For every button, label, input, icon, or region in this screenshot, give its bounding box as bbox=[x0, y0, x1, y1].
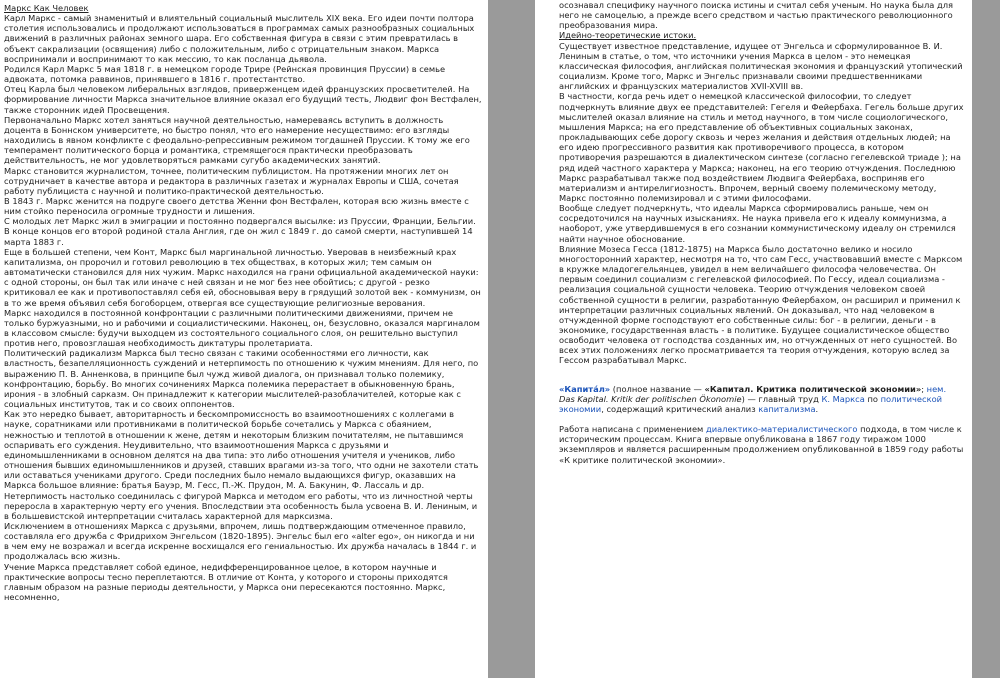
paragraph: Первоначально Маркс хотел заняться научной деятельностью, намереваясь вступить в должность доцента в Боннском университете, но быстро понял, что его намерение несуществимо: его взгляды находились в явном конфликте с феодально-репрессивным режимом тогдашней Пруссии. К тому же его темперамент политического борца и романтика, стремящегося практически преобразовать действительность, не мог удовлетворяться рамками сугубо академических занятий. bbox=[4, 114, 470, 166]
paragraph: Политический радикализм Маркса был тесно связан с такими особенностями его личности, как властность, безапелляционность суждений и нетерпимость по отношению к чужим мнениям. Для него, по выражению П. В. Анненкова, в принципе был чужд живой диалога, он признавал только полемику, конфронтацию, борьбу. Во многих сочинениях Маркса полемика перерастает в обыкновенную брань, ирония - в злобный сарказм. Он принадлежит к категории мыслителей-разоблачителей, которые как с социальных институтов, так и со своих оппонентов. bbox=[4, 348, 479, 410]
paragraph: Учение Маркса представляет собой единое, недифференцированное целое, в котором научные и практические вопросы тесно переплетаются. В отличие от Конта, у которого и стороны приходятся главным образом на разные периоды деятельности, у Маркса они пересекаются постоянно. Маркс, несомненно, bbox=[4, 561, 448, 603]
left-body bbox=[4, 13, 482, 602]
text-run: по bbox=[864, 393, 881, 404]
text-run: (полное название — bbox=[610, 383, 705, 394]
paragraph: Карл Маркс - самый знаменитый и влиятельный социальный мыслитель XIX века. Его идеи почти полтора столетия использовались и продолжают использоваться в программах самых разнообразных социальных движений в различных районах земного шара. Его собственная фигура в связи с этим превратилась в объект сакрализации (освящения) либо с положительным, либо с отрицательным знаком. Маркса воспринимали и воспринимают то как мессию, то как посланца дьявола. bbox=[4, 13, 475, 64]
marx-link[interactable]: К. Маркса bbox=[821, 393, 865, 404]
paragraph: Маркс становится журналистом, точнее, политическим публицистом. На протяжении многих лет он сотрудничает в качестве автора и редактора в различных газетах и журналах Европы и США, сочетая работу публициста с научной и политико-практической деятельностью. bbox=[4, 165, 459, 196]
paragraph: осознавал специфику научного поиска истины и считал себя ученым. Но наука была для него не самоцелью, а прежде всего средством и частью практического революционного преобразования мира. bbox=[559, 0, 954, 31]
paragraph: Влияние Мозеса Гесса (1812-1875) на Маркса было достаточно велико и носило многосторонний характер, несмотря на то, что сам Гесс, участвовавший вместе с Марксом в кружке младогегельянцев, увидел в нем величайшего философа человечества. Он первым соединил социализм с гегелевской философией. По Гессу, идеал социализма - реализация социальной сущности человека. Теорию отчуждения человеком своей собственной сущности в религии, разработанную Фейербахом, он расширил и применил к интерпретации различных социальных явлений. Он доказывал, что над человеком в отчужденной форме господствуют его собственные силы: бог - в религии, деньги - в экономике, государственная власть - в политике. Будущее социалистическое общество освободит человека от господства созданных им, но отчужденных от него сущностей. Во всех этих положениях легко просматривается та теория отчуждения, которую вслед за Гессом разрабатывал Маркс. bbox=[559, 243, 963, 366]
document-page-left[interactable] bbox=[0, 0, 488, 678]
text-run: Работа написана с применением bbox=[559, 424, 706, 435]
spacer bbox=[559, 414, 964, 424]
kapital-definition bbox=[559, 384, 964, 414]
german-title: Das Kapital. Kritik der politischen Ökonomie bbox=[559, 393, 742, 404]
paragraph: Исключением в отношениях Маркса с друзьями, впрочем, лишь подтверждающим отмеченное правило, составляла его дружба с Фридрихом Энгельсом (1820-1895). Энгельс был его «alter ego», он никогда и ни в чем ему не возражал и всегда искренне восхищался его гениальностью. Их дружба началась в 1844 г. и продолжалась всю жизнь. bbox=[4, 520, 477, 562]
paragraph: Как это нередко бывает, авторитарность и бескомпромиссность во взаимоотношениях с коллегами в науке, соратниками или противниками в политической борьбе сочетались у Маркса с обаянием, нежностью и теплотой в отношении к жене, детям и некоторым близким почитателям, не пытавшимся оспаривать его суждения. Неудивительно, что взаимоотношения Маркса с друзьями и единомышленниками в основном делятся на два типа: это либо отношения учителя и учеников, либо отношения бывших единомышленников и друзей, ставших врагами из-за того, что одни не захотели стать или оставаться учениками другого. Среди последних было немало выдающихся фигур, оказавших на Маркса большое влияние: братья Бауэр, М. Гесс, П.-Ж. Прудон, М. А. Бакунин, Ф. Лассаль и др. bbox=[4, 409, 479, 491]
capitalism-link[interactable]: капитализма bbox=[758, 403, 816, 414]
document-title: Маркс Как Человек bbox=[4, 3, 89, 13]
paragraph: Маркс находился в постоянной конфронтации с различными политическими движениями, причем не только буржуазными, но и рабочими и социалистическими. Наконец, он, безусловно, оказался маргиналом в классовом смысле: будучи выходцем из состоятельного социального слоя, он решительно выступил против него, провозглашая необходимость диктатуры пролетариата. bbox=[4, 307, 480, 349]
text-run: ; bbox=[921, 383, 927, 394]
paragraph: Отец Карла был человеком либеральных взглядов, приверженцем идей французских просветителей. На формирование личности Маркса значительное влияние оказал его будущий тесть, Людвиг фон Вестфален, также сторонник идей Просвещения. bbox=[4, 84, 482, 115]
text-run: подхода, в том числе к историческим процессам. Книга впервые опубликована в 1867 году тиражом 1000 экземпляров и является расширенным продолжением опубликованной в 1859 году работы «К критике политической экономии». bbox=[559, 424, 964, 465]
paragraph: С молодых лет Маркс жил в эмиграции и постоянно подвергался высылке: из Пруссии, Франции, Бельгии. В конце концов его второй родиной стала Англия, где он жил с 1849 г. до самой смерти, наступившей 14 марта 1883 г. bbox=[4, 216, 476, 247]
political-economy-link[interactable]: политической экономии bbox=[559, 393, 943, 414]
text-run: , содержащий критический анализ bbox=[601, 403, 759, 414]
kapital-term[interactable]: «Капита́л» bbox=[559, 383, 611, 394]
lang-link[interactable]: нем. bbox=[926, 383, 947, 394]
paragraph: Нетерпимость настолько соединилась с фигурой Маркса и методом его работы, что из личностной черты переросла в характерную черту его учения. Впоследствии эта особенность была усвоена В. И. Лениным, и в большевистской интерпретации считалась характерной для марксизма. bbox=[4, 490, 478, 521]
paragraph: Родился Карл Маркс 5 мая 1818 г. в немецком городе Трире (Рейнская провинция Пруссии) в семье адвоката, потомка раввинов, принявшего в 1816 г. протестантство. bbox=[4, 63, 446, 85]
method-paragraph bbox=[559, 424, 964, 465]
paragraph: Еще в большей степени, чем Конт, Маркс был маргинальной личностью. Уверовав в неизбежный крах капитализма, он пророчил и готовил революцию в тех обществах, в которых жил; тем самым он автоматически становился для них чужим. Маркс находился на грани официальной академической науки: с одной стороны, он был так или иначе с ней связан и не мог без нее обойтись; с другой - резко критиковал ее как и противопоставлял себя ей, обосновывая веру в грядущий золотой век - коммунизм, он в то же время объявил себя богоборцем, отвергая все существующие религиозные верования. bbox=[4, 246, 481, 308]
document-page-right[interactable] bbox=[535, 0, 972, 678]
dialectical-materialism-link[interactable]: диалектико-материалистического bbox=[705, 424, 858, 435]
spacer bbox=[559, 366, 964, 384]
paragraph: Существует известное представление, идущее от Энгельса и сформулированное В. И. Лениным в статье, о том, что источники учения Маркса в целом - это немецкая классическая философия, английская политическая экономия и французский утопический социализм. Кроме того, Маркс и Энгельс признавали своими предшественниками английских и французских материалистов XVII-XVIII вв. bbox=[559, 40, 963, 92]
paragraph: В 1843 г. Маркс женится на подруге своего детства Женни фон Вестфален, которая всю жизнь вместе с ним стойко переносила огромные трудности и лишения. bbox=[4, 195, 469, 217]
text-run: ) — главный труд bbox=[741, 393, 822, 404]
text-run: . bbox=[815, 403, 819, 414]
section-heading: Идейно-теоретические истоки. bbox=[559, 30, 697, 41]
paragraph: Вообще следует подчеркнуть, что идеалы Маркса сформировались раньше, чем он сосредоточился на научных изысканиях. Не наука привела его к идеалу коммунизма, а наоборот, уже утвердившемуся в его сознании коммунистическому идеалу он стремился найти научное обоснование. bbox=[559, 203, 956, 244]
paragraph: В частности, когда речь идет о немецкой классической философии, то следует подчеркнуть влияние двух ее представителей: Гегеля и Фейербаха. Гегель больше других мыслителей оказал влияние на стиль и метод научного, в том числе социологического, мышления Маркса; на его представление об объективных социальных законах, прокладывающих себе дорогу сквозь и через желания и действия отдельных людей; на его идею прогрессивного развития как противоречивого процесса, в котором противоречия разрешаются в диалектическом синтезе (согласно гегелевской триаде ); на ряд идей частного характера у Маркса; наконец, на его теорию отчуждения. Последнюю Маркс разрабатывал также под воздействием Людвига Фейербаха, восприняв его материализм и антирелигиозность. Впрочем, верный своему полемическому методу, Маркс постоянно полемизировал и с этими философами. bbox=[559, 91, 964, 203]
kapital-full-title: «Капитал. Критика политической экономии» bbox=[704, 383, 922, 394]
